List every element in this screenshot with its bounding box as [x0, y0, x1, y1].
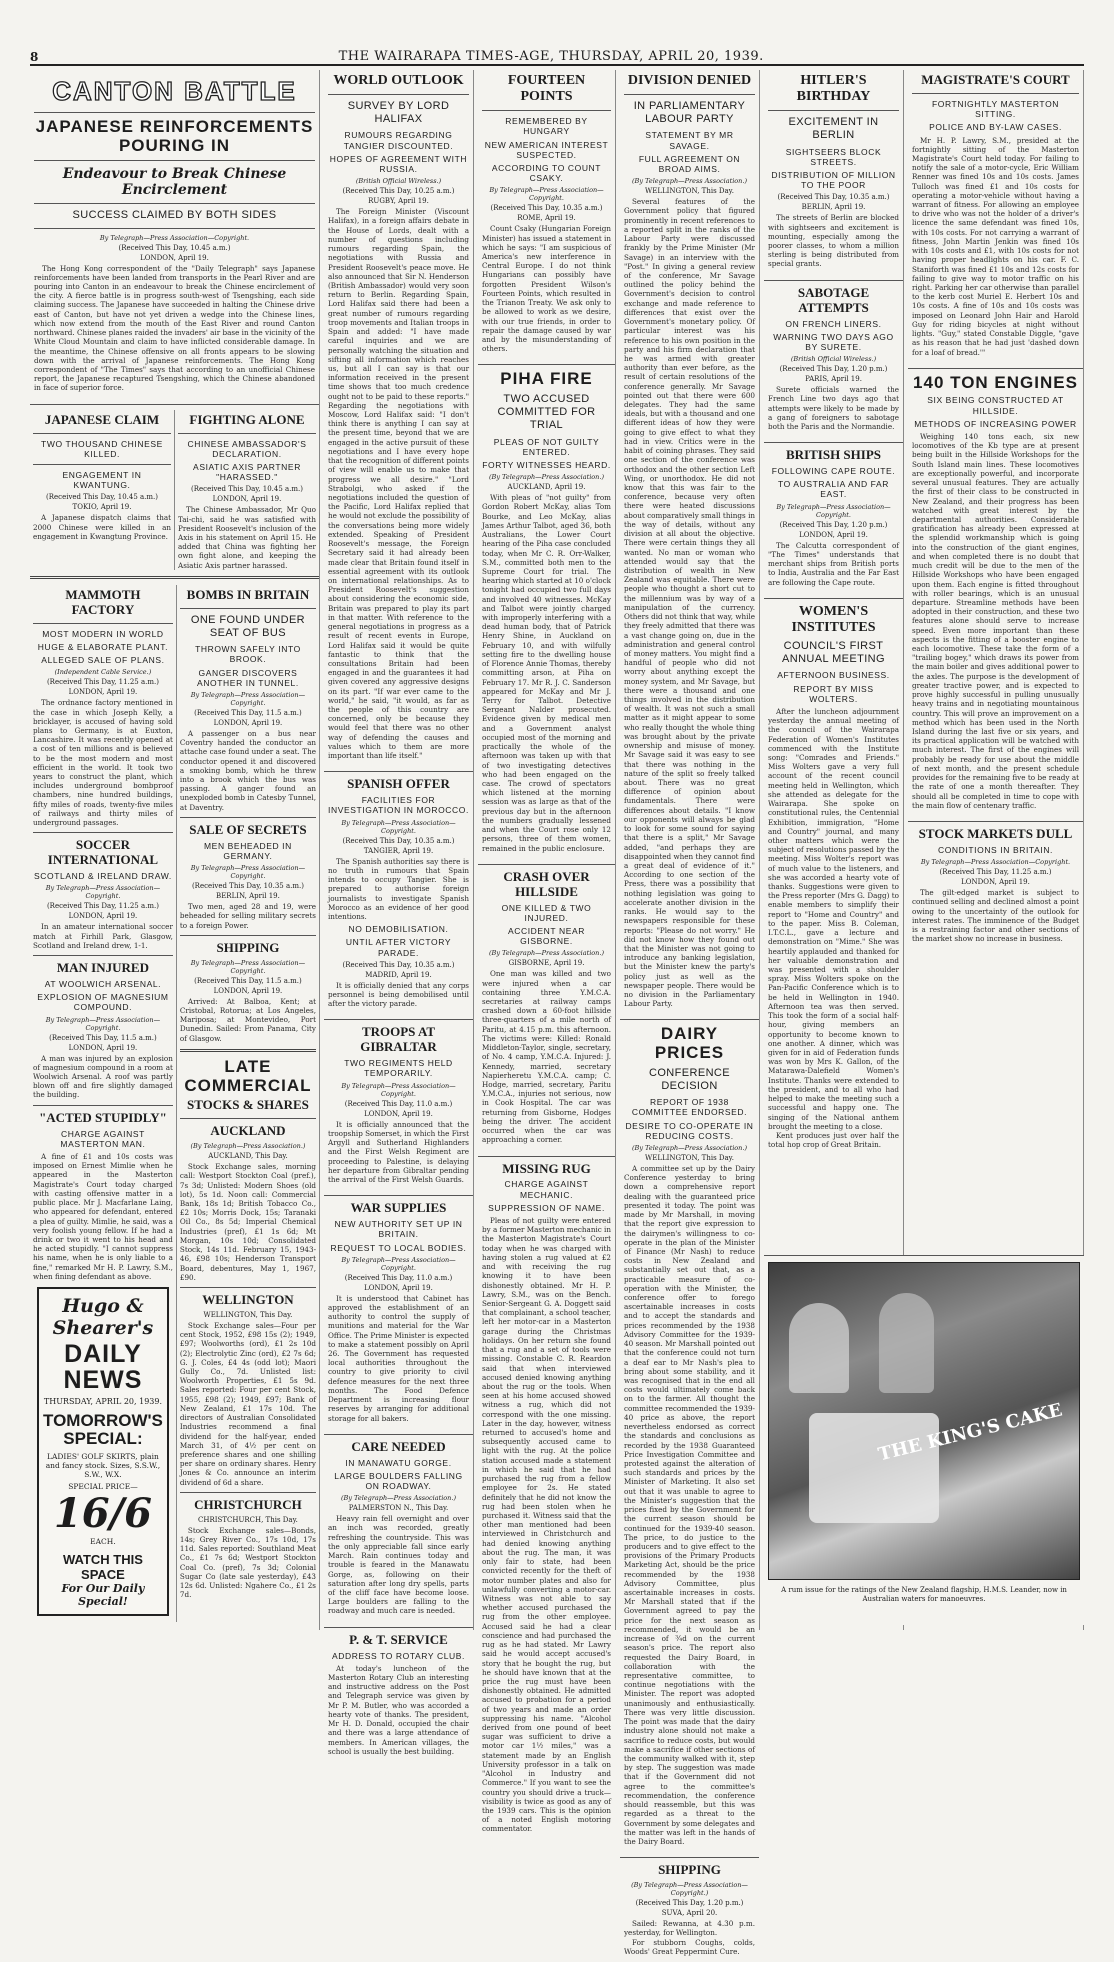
headline: CARE NEEDED: [351, 1438, 446, 1454]
column-division-denied: [620, 70, 760, 1956]
article-body: The gilt-edged market is subject to continued selling and declined almost a point owing to the uncertainty of the outlook for interest rates. The imminence of the Budget is a restraining factor and other sections of the market show no increase in business.: [912, 888, 1079, 944]
received-time: (Received This Day, 1.20 p.m.): [779, 520, 888, 529]
article-womens-institutes: [764, 604, 903, 1156]
article-stock-markets: [908, 827, 1083, 949]
article-late-commercial: [180, 1058, 316, 1600]
dateline: TOKIO, April 19.: [72, 503, 132, 512]
dateline: BERLIN, April 19.: [216, 892, 280, 901]
headline: WOMEN'S INSTITUTES: [791, 603, 876, 635]
article-pt-service: [324, 1633, 473, 1762]
headline: MISSING RUG: [502, 1160, 591, 1176]
dateline: LONDON, April 19.: [140, 253, 209, 262]
subheadline: ALLEGED SALE OF PLANS.: [41, 655, 165, 666]
dateline: GISBORNE, April 19.: [508, 959, 585, 968]
subheadline: SUPPRESSION OF NAME.: [488, 1202, 605, 1213]
subheadline: FOLLOWING CAPE ROUTE.: [771, 466, 896, 477]
subheadline: GANGER DISCOVERS ANOTHER IN TUNNEL.: [197, 667, 299, 688]
subheadline: NO DEMOBILISATION.: [348, 924, 449, 935]
article-body: One man was killed and two were injured when a car containing three Y.M.C.A. secretaries at railway camps crashed down a 60-foot hillside three-quarters of a mile north of Paritu, at 4.15 p.m. this afternoon. The victims were: Killed: Ronald Middleton-Taylor, single, secretary, of No. 4 camp, Y.M.C.A. Injured: J. Kennedy, married, secretary Napierheretu Y.M.C.A. camp; C. Hodge, married, secretary, Paritu Y.M.C.A., injuries not serious, now in Cook Hospital. The car was returning from Gisborne, Hodges being the driver. The accident occurred when the car was approaching a corner.: [482, 969, 611, 1145]
wire-source: By Telegraph—Press Association—Copyright.: [341, 1081, 456, 1098]
headline: DAIRY PRICES: [654, 1024, 725, 1063]
article-spanish-offer: [324, 777, 473, 1014]
wire-source: (By Telegraph—Press Association.): [632, 1143, 747, 1152]
advertisement-hugo-shearer: [37, 1287, 169, 1616]
wire-source: (By Telegraph—Press Association.): [632, 177, 747, 186]
subheadline: ONE FOUND UNDER SEAT OF BUS: [190, 613, 306, 639]
subheadline: Endeavour to Break Chinese Encirclement: [62, 166, 287, 199]
article-body: The Chinese Ambassador, Mr Quo Tai-chi, said he was satisfied with President Roosevelt's inclusion of the Axis in his statement on April 15. He added that China was fighting her own fight alone, and keeping the Asiatic Axis partner harassed.: [178, 505, 316, 570]
article-body: Stock Exchange sales, morning call: Westport Stockton Coal (pref.), 7s 3d; Unlisted: Modern Shoes (old lot), 5s 1d. Noon call: Commercial Bank, 18s 1d; British Tobacco Co., £2 10s; Morris Dock, 15s; Taranaki Oil Co., 8s 5d; Imperial Chemical Industries (pref), £1 1s 6d; Mt Morgan, 10s 10d; Consolidated Stock, 14s 11d. February 15, 1943-46, £98 10s; Henderson Transport Board, debentures, May 1, 1967, £90.: [179, 1162, 316, 1282]
wire-source: (By Telegraph—Press Association—Copyright.): [631, 1881, 748, 1898]
article-acted-stupidly: [33, 1111, 173, 1281]
article-canton: [30, 76, 319, 399]
article-body: Stock Exchange sales—Bonds, 14s; Grey River Co., 17s 10d, 17s 11d. Sales reported: Southland Meat Co., £1 7s 6d; Westport Stockton Coal Co. (pref), 7s 3d; Colonial Sugar Co (late sale yesterday), £43 12s 6d. Unlisted: Ngahere Co., £1 2s 7d.: [179, 1525, 316, 1600]
headline: DIVISION DENIED: [627, 73, 752, 88]
ad-special: TOMORROW'S SPECIAL:: [43, 1410, 163, 1449]
received-time: (Received This Day, 10.45 a.m.): [191, 485, 303, 494]
article-troops-gibraltar: [324, 1025, 473, 1190]
newspaper-title: THE WAIRARAPA TIMES-AGE, THURSDAY, APRIL 20, 1939.: [338, 49, 764, 64]
dateline: ROME, April 19.: [517, 214, 576, 223]
article-body: Arrived: At Balboa, Kent; at Cristobal, Rotorua; at Los Angeles, Mariposa; at Montevideo, Port Dunedin. Sailed: From Panama, City of Glasgow.: [179, 996, 316, 1043]
wire-source: (By Telegraph—Press Association.): [190, 1142, 306, 1151]
article-missing-rug: [478, 1162, 615, 1840]
article-body: At today's luncheon of the Masterton Rotary Club an interesting and instructive address on the Post and Telegraph service was given by Mr P. M. Butler, who was accorded a hearty vote of thanks. The president, Mr H. D. Donald, occupied the chair and there was a large attendance of members. In American villages, the school is usually the best building.: [328, 1663, 469, 1756]
received-time: (Received This Day, 1.20 p.m.): [779, 365, 888, 374]
wire-source: (British Official Wireless.): [355, 177, 442, 186]
article-body: Several features of the Government policy that figured prominently in recent references to a reported split in the ranks of the Labour Party were discussed frankly by the Prime Minister (Mr Savage) in an interview with the "Post." In giving a general review of the conference, Mr Savage outlined the policy behind the Government's decision to control exchange and made reference to differences that exist over the Government's monetary policy. Of particular interest was his reference to his own position in the party and his firm declaration that he was armed with greater authority than ever before, as the result of certain resolutions of the conference generally. Mr Savage pointed out that there were 600 delegates. They had the same ideals, but with a thousand and one different ideas of how they were going to give effect to what they had in view. Critics were in the habit of coining phrases. They said one section of the conference was orthodox and the other section Left Wing, or unorthodox. He did not know that this was fair to the conference, because very often there were heated discussions about comparatively small things in the way of details, without any division at all about the objective. There were certain things they all wanted. No man or woman who attended would say that the distribution of wealth in New Zealand was equitable. There were people who thought a short cut to the millennium was by way of a manipulation of the currency. Others did not think that way, while they freely admitted that there was a vast change going on, due in the administration and general control of money matters. You might find a handful of people who did not worry about anything except the money system, and Mr Savage, but there were a thousand and one things involved in the distribution of wealth. It was not such a small matter as it might appear to some who really thought the whole thing was brought about by the private ownership and misuse of money. Mr Savage said it was easy to see that there was nothing in the nature of the split so freely talked about. There was no great difference of opinion about fundamentals. There were differences about details. "I know our opponents will always be glad to look for some sound for saying that there is a split," Mr Savage added, "and perhaps they are disappointed when they cannot find a great deal of evidence of it." According to one section of the Press, there was a possibility that nothing legislation was going to accelerate another division in the ranks. He would say to the newspapers responsible for these reports: "Please do not worry." He did not know how they found out that the Minister was not going to introduce any banking legislation, but the Minister knew the party's policy just as well as the newspaper people. There would be no division in the Parliamentary Labour Party.: [624, 197, 755, 1009]
subheadline: NEW AUTHORITY SET UP IN BRITAIN.: [334, 1219, 463, 1240]
subheadline: HOPES OF AGREEMENT WITH RUSSIA.: [329, 153, 468, 175]
article-body: A fine of £1 and 10s costs was imposed on Ernest Mimlie when he appeared in the Masterton Magistrate's Court today charged with casting offensive matter in a public place. Mr J. Macfarlane Laing, who appeared for defendant, entered a plea of guilty. Mimlie, he said, was a very foolish young fellow. If he had a drink or two it went to his head and he acted stupidly. "I cannot suppress his name, when he is only liable to a fine," remarked Mr H. P. Lawry, S.M., when fining defendant as above.: [33, 1151, 173, 1281]
article-body: After the luncheon adjournment yesterday the annual meeting of the council of the Wairarapa Federation of Women's Institutes commenced with the Institute song: "Comrades and Friends." Miss Wolters gave a very full account of the recent council meeting held in Wellington, which she attended as delegate for the Wairarapa. She spoke on constitutional rules, the Centennial Exhibition, immigration, "Home and Country" journal, and many other matters which were the subject of resolutions passed by the meeting. Miss Wolter's report was of much value to the listeners, and she was accorded a hearty vote of thanks. Suggestions were given to the Press reporter (Mrs G. Dagg) to enable members to simplify their report to "Home and Country" and to the paper. Miss B. Coleman, I.T.C.L., gave a lecture and demonstration on "Mime." She was heartily applauded and thanked for her valuable demonstration and was presented with a shoulder spray. Miss Wolters spoke on the Pan-Pacific Conference which is to be held in Wellington in 1940. Afternoon tea was then served. This took the form of a social half-hour, giving members an opportunity to become known to one another. A dinner, which was given for in aid of Federation funds was won by Mrs K. Gallon, of the Matarawa-Dalefield Women's Institute. Thanks were extended to the president, and to all who had helped to make the meeting such a successful and happy one. The singing of the National anthem brought the meeting to a close.: [768, 706, 899, 1131]
article-body: A Japanese dispatch claims that 2000 Chinese were killed in an engagement in Kwangtung Province.: [33, 513, 171, 541]
subheadline: IN MANAWATU GORGE.: [345, 1457, 452, 1468]
page-number: 8: [30, 50, 39, 64]
section-christchurch: CHRISTCHURCH: [194, 1496, 302, 1512]
ad-watch: WATCH THIS SPACE: [62, 1551, 143, 1582]
headline: WAR SUPPLIES: [350, 1200, 447, 1216]
subheadline: ADDRESS TO ROTARY CLUB.: [332, 1650, 465, 1661]
subheadline: COUNCIL'S FIRST ANNUAL MEETING: [782, 639, 885, 666]
subheadline: ONE KILLED & TWO INJURED.: [501, 902, 592, 923]
subheadline: HUGE & ELABORATE PLANT.: [37, 641, 169, 652]
headline: WORLD OUTLOOK: [333, 73, 464, 88]
article-body: Surete officials warned the French Line two days ago that attempts were likely to be made by a gang of foreigners to sabotage both the Paris and the Normandie.: [768, 385, 899, 431]
article-fourteen-points: [478, 73, 615, 359]
article-british-ships: [764, 448, 903, 593]
dateline: BERLIN, April 19.: [801, 203, 866, 212]
article-body: Two men, aged 28 and 19, were beheaded for selling military secrets to a foreign Power.: [179, 902, 316, 930]
dateline: PALMERSTON N., This Day.: [348, 1504, 449, 1513]
received-time: (Received This Day, 11.5 a.m.): [49, 1033, 157, 1042]
dateline: LONDON, April 19.: [799, 530, 868, 539]
masthead: [30, 44, 1084, 66]
subheadline: MEN BEHEADED IN GERMANY.: [204, 840, 292, 861]
subheadline: ACCORDING TO COUNT CSAKY.: [491, 162, 602, 184]
subheadline: UNTIL AFTER VICTORY PARADE.: [345, 937, 452, 958]
headline: CANTON BATTLE: [52, 76, 297, 106]
headline: FIGHTING ALONE: [189, 411, 305, 427]
dateline: LONDON, April 19.: [68, 688, 138, 697]
dateline: CHRISTCHURCH, This Day.: [198, 1515, 298, 1524]
subheadline: FULL AGREEMENT ON BROAD AIMS.: [638, 153, 741, 175]
article-body: It is officially announced that the troopship Somerset, in which the First Argyll and Sutherland Highlanders and the First Welsh Regiment are proceeding to Palestine, is delaying her departure from Gibraltar pending the arrival of the First Welsh Guards.: [328, 1119, 469, 1184]
headline: BOMBS IN BRITAIN: [186, 586, 310, 602]
headline: FOURTEEN POINTS: [507, 73, 586, 105]
ad-price-label: SPECIAL PRICE—: [68, 1481, 138, 1491]
subcolumn-a: [30, 585, 176, 1622]
dateline: MADRID, April 19.: [365, 970, 432, 979]
article-body: A passenger on a bus near Coventry handed the conductor an attache case found under a seat. The conductor opened it and discovered a smoking bomb, which he threw into a brook which the bus was passing. A ganger found an unexploded bomb in Catesby Tunnel, at Daventry.: [179, 728, 316, 812]
subheadline: CONDITIONS IN BRITAIN.: [937, 844, 1054, 855]
received-time: (Received This Day, 10.35 a.m.): [191, 882, 304, 891]
column-fourteen-points: [478, 70, 616, 1834]
subheadline: TWO THOUSAND CHINESE KILLED.: [41, 438, 163, 459]
article-body: Heavy rain fell overnight and over an inch was recorded, greatly refreshing the countryside. This was the only appreciable fall since early March. Rain continues today and trouble is feared in the Manawatu Gorge, as, following on their saturation after long dry spells, parts of the cliff face have become loose. Large boulders are falling to the roadway and much care is needed.: [328, 1514, 469, 1616]
subheadline: CHINESE AMBASSADOR'S DECLARATION.: [187, 438, 307, 459]
article-body: The Calcutta correspondent of "The Times" understands that merchant ships from British ports to India, Australia and the Far East are following the Cape route.: [768, 540, 899, 587]
wire-source: By Telegraph—Press Association—Copyright.: [920, 858, 1071, 867]
subheadline: CHARGE AGAINST MECHANIC.: [504, 1179, 589, 1200]
headline: SHIPPING: [216, 939, 280, 955]
dateline: LONDON, April 19.: [364, 1109, 433, 1118]
wire-source: By Telegraph—Press Association—Copyright.: [341, 818, 456, 835]
subheadline: ON FRENCH LINERS.: [785, 318, 882, 329]
subheadline: STATEMENT BY MR SAVAGE.: [645, 130, 734, 151]
received-time: (Received This Day, 11.5 a.m.): [194, 976, 302, 985]
received-time: (Received This Day, 10.25 a.m.): [342, 187, 455, 196]
article-body: Mr H. P. Lawry, S.M., presided at the fortnightly sitting of the Masterton Magistrate's Court held today. For failing to notify the sale of a motor-cycle, Eric William Renner was fined 10s and 10s costs. James Tulloch was fined £1 and 10s costs for operating a motor-vehicle without having a warrant of fitness. For allowing an employee to drive who was not the holder of a driver's licence the same defendant was fined 10s, with 10s costs. For not carrying a warrant of fitness, John Martin Jenkin was fined 10s with 10s costs and £1, with 10s costs for not having proper headlights on his car. F. C. Staniforth was fined £1 10s and 12s costs for failing to give way to motor traffic on his right. Parking her car otherwise than parallel to the kerb cost Muriel E. Herbert 10s and 10s costs. A fine of 10s and 10s costs was imposed on Leonard John Hair and Harold Guy for riding bicycles at night without lights. "Guy," stated Constable Diggle, "gave as his reason that he had just 'dashed down for a loaf of bread.'": [912, 135, 1079, 357]
lower-left-subcolumns: [30, 585, 319, 1622]
subheadline: NEW AMERICAN INTEREST SUSPECTED.: [484, 139, 609, 160]
headline: STOCK MARKETS DULL: [918, 825, 1073, 841]
article-shipping-left: [180, 941, 316, 1043]
wire-source: By Telegraph—Press Association—Copyright.: [776, 502, 891, 519]
article-war-supplies: [324, 1201, 473, 1429]
received-time: (Received This Day, 11.5 a.m.): [194, 708, 302, 717]
dateline: LONDON, April 19.: [213, 986, 283, 995]
subheadline: AFTERNOON BUSINESS.: [777, 670, 890, 681]
dateline: SUVA, April 20.: [661, 1909, 718, 1918]
subheadline: TWO ACCUSED COMMITTED FOR TRIAL: [497, 393, 596, 432]
headline: BRITISH SHIPS: [785, 447, 881, 463]
subheadline: SUCCESS CLAIMED BY BOTH SIDES: [72, 209, 277, 222]
wire-source: By Telegraph—Press Association—Copyright.: [45, 1015, 161, 1032]
dateline: LONDON, April 19.: [961, 878, 1030, 887]
subheadline: JAPANESE REINFORCEMENTS POURING IN: [35, 117, 314, 155]
dateline: PARIS, April 19.: [805, 375, 862, 384]
article-body: Weighing 140 tons each, six new locomotives of the Kb type are at present being built in the Hillside Workshops for the South Island main lines. These locomotives are exceptionally powerful, and incorporate several unusual features. They are actually the first of their class to be constructed in New Zealand, and their progress has been watched with great interest by the departmental authorities. Considerable gratification has already been expressed at the splendid workmanship which is going into the construction of the giant engines, and when completed there is no doubt that much credit will be due to the men of the Hillside Workshops who have been engaged upon them. Each engine is fitted throughout with roller bearings, which is an unusual departure. Streamline methods have been adopted in their construction, and these two features alone should serve to increase speed. Even more important than these aspects is the fitting of a booster engine to each locomotive. These take the form of a "trailing bogey," which draws its power from the main boiler and gives additional power to the axles. The purpose is the development of greater tractive power, and is expected to prove highly successful in pulling unusually heavy trains and in negotiating mountainous country. This will prove an improvement on a method which has been used in the North Island during the last five or six years, and its practical application will be watched with much interest. The first of the engines will probably be ready for use about the middle of next month, and the present schedule provides for the remaining five to be ready at the rate of one a month thereafter. They should all be completed in time to cope with the main flow of centenary traffic.: [912, 432, 1079, 810]
article-fighting-alone: [174, 410, 319, 570]
headline: TROOPS AT GIBRALTAR: [360, 1024, 437, 1055]
subheadline: TWO REGIMENTS HELD TEMPORARILY.: [344, 1058, 453, 1079]
photo-cake-text: THE KING'S CAKE: [876, 1399, 1065, 1466]
wire-source: (By Telegraph—Press Association.): [489, 473, 604, 482]
ad-heading: DAILY NEWS: [63, 1340, 143, 1395]
subheadline: DESIRE TO CO-OPERATE IN REDUCING COSTS.: [625, 1120, 754, 1141]
received-time: (Received This Day, 11.25 a.m.): [46, 678, 159, 687]
article-body: With pleas of "not guilty" from Gordon Robert McKay, alias Tom Bourke, and Leo McKay, alias James Arthur Talbot, aged 36, both Australians, the Lower Court hearing of the Piha case concluded today, when Mr C. R. Orr-Walker, S.M., committed both men to the Supreme Court for trial. The hearing which started at 10 o'clock tonight had occupied two full days and involved 40 witnesses. McKay and Talbot were jointly charged with improperly interfering with a dead human body, that of Patrick Henry Shine, in Auckland on February 10, and with wilfully setting fire to the dwelling house of Florence Annie Thomas, thereby committing arson, at Piha on February 17. Mr R. J. C. Sanderson appeared for McKay and Mr J. Terry for Talbot. Detective Sergeant Nalder prosecuted. Evidence given by medical men and a Government analyst occupied most of the morning and practically the whole of the afternoon was taken up with that of two investigating detectives who had been engaged on the case. The crowd of spectators which listened at the morning session was as large as that of the previous day but in the afternoon the numbers gradually lessened and when the Court rose only 12 persons, three of them women, remained in the public enclosure.: [482, 493, 611, 853]
headline: SOCCER INTERNATIONAL: [47, 837, 159, 868]
headline: MAGISTRATE'S COURT: [921, 72, 1070, 87]
headline: 140 TON ENGINES: [913, 372, 1078, 392]
article-hitler-birthday: [764, 73, 903, 275]
received-time: (Received This Day, 10.35 a.m.): [777, 193, 890, 202]
subheadline: DISTRIBUTION OF MILLION TO THE POOR: [771, 169, 896, 191]
article-care-needed: [324, 1440, 473, 1622]
article-mammoth-factory: [33, 588, 173, 828]
headline: SABOTAGE ATTEMPTS: [797, 284, 870, 315]
wire-source: By Telegraph—Press Association—Copyright.: [99, 233, 250, 242]
subheadline: SIGHTSEERS BLOCK STREETS.: [785, 146, 882, 167]
subheadline: AT WOOLWICH ARSENAL.: [44, 979, 162, 989]
headline: MAMMOTH FACTORY: [65, 586, 141, 617]
received-time: (Received This Day, 10.35 a.m.): [342, 960, 455, 969]
headline: JAPANESE CLAIM: [44, 411, 160, 427]
received-time: (Received This Day, 11.25 a.m.): [46, 902, 159, 911]
subheadline: EXPLOSION OF MAGNESIUM COMPOUND.: [37, 992, 169, 1013]
article-division-denied: [620, 73, 759, 1014]
headline: PIHA FIRE: [500, 369, 593, 389]
ad-logo: Hugo & Shearer's: [52, 1295, 154, 1340]
headline: SHIPPING: [658, 1862, 721, 1878]
section-wellington: WELLINGTON: [202, 1291, 294, 1307]
article-body: A committee set up by the Dairy Conference yesterday to bring down a comprehensive report dealing with the guaranteed price presented it today. The point was made by Mr Marshall, in moving that the report give expression to the dairymen's willingness to co-operate in the plan of the Minister of Finance (Mr Nash) to reduce costs in New Zealand and substantially set out that, as a practicable measure of co-operation with the Minister, the conference offer to forego ascertainable increases in costs and to accept the standards and prices recommended by the 1938 Advisory Committee for the 1939-40 season. Mr Marshall pointed out that the conference could not turn a deaf ear to Mr Nash's plea to bring about some stability, and it was recognised that in the end all costs would ultimately come back on to the farmer. All thought the committee recommended the 1939-40 price as above, the report nevertheless endorsed as correct the standards and conclusions as recorded by the 1938 Guaranteed Price Investigation Committee and protested against the alteration of such standards and prices by the Minister of Marketing. It also set out that it was unable to agree to the Minister's suggestion that the prices fixed by the Government for the current season should be continued for the 1939-40 season. The price, to do justice to the producers and to give effect to the provisions of the Primary Products Marketing Act, should be the price recommended by the 1938 Advisory Committee, plus ascertainable increases in costs. Mr Marshall stated that if the Government agreed to pay the price for the next season as recommended, it would be an increase of ¾d on the current season's price. The report also requested the Dairy Board, in collaboration with the representative committee, to continue negotiations with the Minister. The report was adopted unanimously and enthusiastically. There was very little discussion. The point was made that the dairy industry alone should not make a sacrifice to reduce costs, but would make a sacrifice if other sections of the community walked with it, step by step. The suggestion was made that if the Government did not agree to the committee's recommendation, the conference should reassemble, but this was regarded as a threat to the Government by some delegates and the matter was left in the hands of the Dairy Board.: [624, 1163, 755, 1846]
article-sabotage: [764, 286, 903, 438]
dateline: LONDON, April 19.: [68, 912, 138, 921]
wire-source: (By Telegraph—Press Association.): [341, 1494, 456, 1503]
subheadline: ASIATIC AXIS PARTNER "HARASSED.": [193, 461, 301, 483]
headline: HITLER'S BIRTHDAY: [796, 73, 871, 105]
dateline: LONDON, April 19.: [364, 1283, 433, 1292]
subheadline: REPORT BY MISS WOLTERS.: [793, 683, 874, 704]
article-body: It is understood that Cabinet has approved the establishment of an authority to control the supply of munitions and material for the War Office. The Prime Minister is expected to make a statement possibly on April 26. The Government has requested local authorities throughout the country to give priority to civil defence measures for the next three months. The Food Defence Department is increasing flour reserves by arranging for additional storage for all bakers.: [328, 1293, 469, 1423]
wire-source: By Telegraph—Press Association—Copyright.: [489, 186, 604, 203]
received-time: (Received This Day, 11.0 a.m.): [344, 1273, 453, 1282]
dateline: WELLINGTON, This Day.: [645, 187, 734, 196]
wire-source: (By Telegraph—Press Association.): [489, 949, 604, 958]
received-time: (Received This Day, 10.45 a.m.): [46, 493, 158, 502]
wire-source: (British Official Wireless.): [790, 355, 877, 364]
column-world-outlook: [324, 70, 474, 1756]
subheadline: SURVEY BY LORD HALIFAX: [347, 100, 450, 126]
headline: P. & T. SERVICE: [349, 1631, 448, 1647]
article-crash: [478, 870, 615, 1151]
ad-description: LADIES' GOLF SKIRTS, plain and fancy stock. Sizes, S.S.W., S.W., W.X.: [45, 1451, 161, 1479]
subheadline: SIX BEING CONSTRUCTED AT HILLSIDE.: [927, 395, 1064, 416]
dateline: LONDON, April 19.: [68, 1043, 138, 1052]
article-body: Pleas of not guilty were entered by a former Masterton mechanic in the Masterton Magistrate's Court today when he was charged with having stolen a rug valued at £2 and with receiving the rug knowing it to have been dishonestly obtained. Mr H. P. Lawry, S.M., was on the Bench. Senior-Sergeant G. A. Doggett said that complainant, a school teacher, left her motor-car in a Masterton garage during the Christmas holidays. On her return she found that a rug and a set of tools were missing. Constable C. R. Reardon said that when interviewed accused denied knowing anything about the rug or the tools. When seen at his home accused showed witness a rug, which did not correspond with the one missing. Later in the day, however, witness returned to accused's home and subsequently accused came to light with the rug. At the police station accused made a statement in which he said that he had purchased the rug from a fellow employee for 2s. He stated definitely that he did not know the rug had been stolen when he purchased it. Witness said that the other man mentioned had been interviewed in Christchurch and had denied knowing anything about the rug. The man, it was only fair to state, had been convicted recently for the theft of motor number plates and also for unlawfully converting a motor-car. Witness was not able to say whether accused purchased the rug from the other employee. Accused said he had a clear conscience and had purchased the rug as he had stated. Mr Lawry said he would accept accused's story that he bought the rug, but he should have known that at the price the rug must have been dishonestly obtained. He admitted accused to probation for a period of two years and made an order suppressing his name. "Alcohol derived from one pound of beet sugar was sufficient to drive a motor car 1½ miles," was a statement made by an English University professor in a talk on "Alcohol in Industry and Commerce." If you want to see the country you should drive a truck—visibility is twice as good as any of the 1939 cars. This is the opinion of a noted English motoring commentator.: [482, 1216, 611, 1834]
dateline: RUGBY, April 19.: [368, 197, 429, 206]
subheadline: REPORT OF 1938 COMMITTEE ENDORSED.: [631, 1097, 748, 1118]
article-ton-engines: [908, 374, 1083, 816]
article-man-injured: [33, 961, 173, 1100]
subheadline: REQUEST TO LOCAL BODIES.: [330, 1242, 467, 1253]
article-body: The streets of Berlin are blocked with sightseers and excitement is mounting, especially among the poorer classes, to whom a million sterling is being distributed from special grants.: [768, 213, 899, 269]
article-japanese-claim: [30, 410, 174, 570]
subheadline: FORTNIGHTLY MASTERTON SITTING.: [931, 98, 1060, 120]
subheadline: PLEAS OF NOT GUILTY ENTERED.: [493, 436, 600, 457]
subheadline: ENGAGEMENT IN KWANTUNG.: [62, 469, 142, 491]
headline: CRASH OVER HILLSIDE: [503, 868, 590, 899]
filler-note: Kent produces just over half the total hop crop of Great Britain.: [768, 1130, 899, 1150]
received-time: (Received This Day, 10.45 a.m.): [118, 243, 231, 252]
subheadline: SCOTLAND & IRELAND DRAW.: [34, 871, 172, 882]
subheadline: EXCITEMENT IN BERLIN: [788, 116, 879, 142]
subheadline: WARNING TWO DAYS AGO BY SURETE.: [773, 331, 894, 352]
wire-source: By Telegraph—Press Association—Copyright.: [190, 690, 306, 707]
dateline: LONDON, April 19.: [213, 718, 283, 727]
subheadline: TO AUSTRALIA AND FAR EAST.: [777, 479, 890, 500]
photograph: [768, 1262, 1080, 1580]
wire-source: By Telegraph—Press Association—Copyright.: [45, 884, 161, 901]
article-shipping-right: [620, 1863, 759, 1962]
subheadline: STOCKS & SHARES: [187, 1097, 309, 1113]
article-body: The Spanish authorities say there is no truth in rumours that Spain intends to occupy Tangier. She is prepared to authorise foreign journalists to investigate Spanish Morocco as an evidence of her good intentions.: [328, 856, 469, 921]
canton-subcolumns: [30, 410, 319, 570]
article-world-outlook: [324, 73, 473, 766]
subheadline: CONFERENCE DECISION: [648, 1066, 730, 1093]
subheadline: FORTY WITNESSES HEARD.: [482, 460, 611, 470]
article-soccer: [33, 838, 173, 950]
dateline: LONDON, April 19.: [212, 495, 282, 504]
subheadline: POLICE AND BY-LAW CASES.: [929, 122, 1062, 133]
article-body: The ordnance factory mentioned in the case in which Joseph Kelly, a bricklayer, is accused of having sold plans to Germany, is at Euxton, Lancashire. It was recently opened at a cost of ten millions and is believed to be the most modern and most efficient in the world. It took two years to construct the plant, which includes underground bombproof chambers, nine hundred buildings, fifty miles of roads, twenty-five miles of railways and thirty miles of underground passages.: [33, 698, 173, 828]
section-auckland: AUCKLAND: [210, 1123, 286, 1139]
ad-daily-special: For Our Daily Special!: [61, 1581, 145, 1608]
article-body: Stock Exchange sales—Four per cent Stock, 1952, £98 15s (2); 1949, £97; Woolworths (ord), £1 2s 10d (2); Electrolytic Zinc (ord), £2 7s 6d; G. J. Coles, £4 4s (odd lot); Maori Gully Co., 7d. Unlisted list: Woolworth Properties, £1 5s 9d. Sales reported: Four per cent Stock, 1955, £98 (2); 1949, £97; Bank of New Zealand, £1 17s 10d. The directors of Australian Consolidated Industries recommend a final dividend for the half-year, ended March 31, of 4½ per cent on preference shares and one shilling per share on ordinary shares. Henry Jones & Co. announce an interim dividend of 6d a share.: [179, 1320, 316, 1487]
wire-source: By Telegraph—Press Association—Copyright.: [190, 958, 306, 975]
article-body: A man was injured by an explosion of magnesium compound in a room at Woolwich Arsenal. A roof was partly blown off and fire slightly damaged the building.: [33, 1053, 173, 1100]
subheadline: ACCIDENT NEAR GISBORNE.: [507, 925, 586, 947]
wire-source: By Telegraph—Press Association—Copyright.: [341, 1255, 456, 1272]
article-sale-secrets: [180, 823, 316, 930]
headline: SALE OF SECRETS: [189, 821, 307, 837]
article-body: The Hong Kong correspondent of the "Daily Telegraph" says Japanese reinforcements have been landed from transports in the Pearl River and are pouring into Canton in an endeavour to break the Chinese encirclement of the city. A fierce battle is in progress south-west of Tsengshing, each side claiming success. The Japanese have succeeded in halting the Chinese drive east of Canton, but have not yet driven a wedge into the Chinese lines, which now extend from the mouth of the East River and round Canton northward. Chinese planes raided the invaders' air base in the vicinity of the White Cloud Mountain and claim to have inflicted considerable damage. In the meantime, the Chinese offensive on all fronts appears to be slowing down with the arrival of Japanese reinforcements. The Hong Kong correspondent of "The Times" says that according to an unofficial Chinese report, the Japanese recaptured Tsengshing, which the Chinese abandoned in face of superior force.: [34, 263, 315, 393]
subheadline: THROWN SAFELY INTO BROOK.: [195, 644, 301, 665]
received-time: (Received This Day, 11.25 a.m.): [939, 868, 1052, 877]
dateline: TANGIER, April 19.: [363, 846, 434, 855]
subheadline: RUMOURS REGARDING TANGIER DISCOUNTED.: [343, 130, 454, 151]
subheadline: IN PARLIAMENTARY LABOUR PARTY: [633, 100, 746, 126]
subcolumn-b: [176, 585, 319, 1622]
subheadline: MOST MODERN IN WORLD: [42, 628, 164, 639]
received-time: (Received This Day, 10.35 a.m.): [342, 836, 455, 845]
article-body: Sailed: Rewanna, at 4.30 p.m. yesterday, for Wellington.: [624, 1919, 755, 1938]
received-time: (Received This Day, 10.35 a.m.): [490, 204, 603, 213]
article-piha-fire: [478, 370, 615, 858]
wire-source: (Independent Cable Service.): [54, 668, 152, 677]
photo-caption: A rum issue for the ratings of the New Zealand flagship, H.M.S. Leander, now in Australian waters for manoeuvres.: [781, 1586, 1067, 1603]
article-dairy-prices: [620, 1025, 759, 1852]
received-time: (Received This Day, 1.20 p.m.): [635, 1899, 744, 1908]
dateline: AUCKLAND, This Day.: [208, 1152, 288, 1161]
ad-date: THURSDAY, APRIL 20, 1939.: [43, 1396, 163, 1406]
wire-source: By Telegraph—Press Association—Copyright.: [190, 864, 306, 881]
column-left: [30, 70, 320, 1630]
article-body: In an amateur international soccer match at Firhill Park, Glasgow, Scotland and Ireland drew, 1-1.: [33, 922, 173, 950]
subheadline: REMEMBERED BY HUNGARY: [505, 116, 588, 137]
ad-each: EACH.: [90, 1536, 116, 1546]
headline: MAN INJURED: [56, 960, 149, 976]
headline: LATE COMMERCIAL: [184, 1056, 312, 1095]
ad-price: 16/6: [53, 1489, 152, 1537]
subheadline: FACILITIES FOR INVESTIGATION IN MOROCCO.: [328, 795, 469, 816]
article-magistrate: [908, 73, 1083, 363]
article-body: Count Csaky (Hungarian Foreign Minister) has issued a statement in which he says: "I am suspicious of America's new interference in Central Europe. I do not think Hungarians can possibly have forgotten President Wilson's Fourteen Points, which resulted in the Trianon Treaty. We ask only to be allowed to work as we desire, with our true friends, in order to repair the damage caused by war and by the misunderstanding of others.: [482, 224, 611, 354]
headline: "ACTED STUPIDLY": [39, 1109, 167, 1125]
dateline: WELLINGTON, This Day.: [203, 1310, 293, 1319]
article-bombs: [180, 588, 316, 812]
photo-block: [764, 1255, 1084, 1625]
subheadline: METHODS OF INCREASING POWER: [914, 418, 1077, 429]
dateline: WELLINGTON, This Day.: [645, 1153, 734, 1162]
received-time: (Received This Day, 11.0 a.m.): [344, 1099, 453, 1108]
subheadline: CHARGE AGAINST MASTERTON MAN.: [60, 1128, 146, 1149]
dateline: AUCKLAND, April 19.: [507, 483, 586, 492]
article-body: It is officially denied that any corps personnel is being demobilised until after the victory parade.: [328, 980, 469, 1009]
filler-note: For stubborn Coughs, colds, Woods' Great Peppermint Cure.: [624, 1937, 755, 1956]
headline: SPANISH OFFER: [347, 776, 450, 792]
article-body: The Foreign Minister (Viscount Halifax), in a foreign affairs debate in the House of Lords, dealt with a number of questions including rumours regarding Spain, the negotiations with Russia and President Roosevelt's peace move. He also announced that Sir N. Henderson (British Ambassador) would very soon return to Berlin. Regarding Spain, Lord Halifax said there had been a great number of rumours regarding troop movements and Italian troops in Spain and added: "I have made careful inquiries and we are personally watching the situation and sifting all information which reaches us, but all I can say is that our information received in the present time shows that too much credence ought not to be paid to these reports." Regarding the negotiations with Moscow, Lord Halifax said: "I don't think there is anything I can say at the present time, beyond that we are engaged in the active pursuit of these negotiations and I have every hope that the recognition of different points of view will enable us to make that progress we all desire." "Lord Strabolgi, who asked if the negotiations included the question of the Pacific, Lord Halifax replied that he would not exclude the possibility of the conversations being more widely extended. Speaking of President Roosevelt's message, the Foreign Secretary said it had already been made clear that Britain found itself in essential agreement with its outlook on international relationships. As to President Roosevelt's suggestion about considering the economic side, Britain was prepared to play its part in that matter. With reference to the general negotiations in progress as a result of recent events in Europe, Lord Halifax said it would be quite fantastic to think that the consultations Britain had been engaged in and the guarantees it had given covered any aggressive designs on its part. "If war ever came to the world," he said, "it would, as far as the people of this country are concerned, only be because they would feel that there was no other way of defending the causes and values which to them are more important than life itself.": [328, 207, 469, 761]
subheadline: LARGE BOULDERS FALLING ON ROADWAY.: [334, 1470, 463, 1492]
